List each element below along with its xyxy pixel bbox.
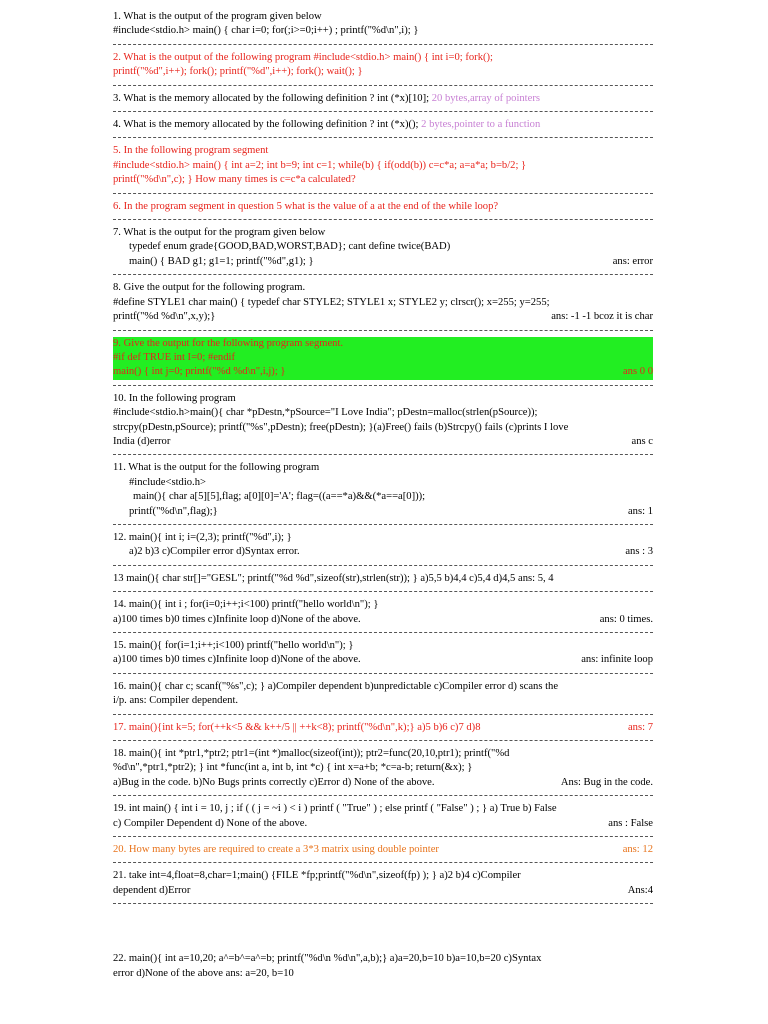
- q21-answer: Ans:4: [627, 884, 653, 896]
- q18-line1: 18. main(){ int *ptr1,*ptr2; ptr1=(int *)malloc(sizeof(int)); ptr2=func(20,10,ptr1); printf("%d: [113, 748, 510, 760]
- q15-answer: ans: infinite loop: [581, 654, 653, 666]
- q7-line2: typedef enum grade{GOOD,BAD,WORST,BAD}; cant define twice(BAD): [129, 241, 451, 253]
- q3-text: 3. What is the memory allocated by the following definition ? int (*x)[10];: [113, 92, 432, 104]
- dashed-separator: [113, 903, 653, 904]
- question-3: [113, 92, 653, 106]
- dashed-separator: [113, 565, 653, 566]
- dashed-separator: [113, 330, 653, 331]
- question-14: [113, 598, 653, 627]
- q9-answer: ans 0 0: [622, 366, 653, 378]
- q15-line2: a)100 times b)0 times c)Infinite loop d)None of the above.: [113, 654, 361, 666]
- q10-line1: 10. In the following program: [113, 392, 236, 404]
- dashed-separator: [113, 795, 653, 796]
- page-gap: [113, 910, 653, 952]
- q21-line2: dependent d)Error: [113, 884, 191, 896]
- dashed-separator: [113, 385, 653, 386]
- q11-line1: 11. What is the output for the following program: [113, 462, 320, 474]
- q20-text: 20. How many bytes are required to create a 3*3 matrix using double pointer: [113, 844, 439, 856]
- question-17: [113, 721, 653, 735]
- q21-line1: 21. take int=4,float=8,char=1;main() {FILE *fp;printf("%d\n",sizeof(fp) ); } a)2 b)4 c)Compiler: [113, 870, 521, 882]
- q22-line2: error d)None of the above ans: a=20, b=10: [113, 967, 294, 979]
- question-20: [113, 843, 653, 857]
- q7-answer: ans: error: [612, 255, 653, 267]
- dashed-separator: [113, 111, 653, 112]
- q2-line1: 2. What is the output of the following program #include<stdio.h> main() { int i=0; fork();: [113, 51, 493, 63]
- q17-text: 17. main(){int k=5; for(++k<5 && k++/5 || ++k<8); printf("%d\n",k);} a)5 b)6 c)7 d)8: [113, 721, 481, 733]
- question-21: [113, 869, 653, 898]
- question-8: [113, 281, 653, 324]
- q6-text: 6. In the program segment in question 5 what is the value of a at the end of the while loop?: [113, 200, 499, 212]
- question-11: [113, 461, 653, 519]
- question-2: [113, 51, 653, 80]
- q1-line1: 1. What is the output of the program given below: [113, 11, 322, 22]
- dashed-separator: [113, 524, 653, 525]
- dashed-separator: [113, 219, 653, 220]
- q11-line2: #include<stdio.h>: [129, 476, 206, 488]
- q16-line2: i/p. ans: Compiler dependent.: [113, 695, 239, 707]
- dashed-separator: [113, 454, 653, 455]
- q4-hint: 2 bytes,pointer to a function: [421, 119, 541, 131]
- question-16: [113, 680, 653, 709]
- q19-answer: ans : False: [608, 817, 653, 829]
- q2-line2: printf("%d",i++); fork(); printf("%d",i++); fork(); wait(); }: [113, 66, 363, 78]
- dashed-separator: [113, 137, 653, 138]
- q12-line1: 12. main(){ int i; i=(2,3); printf("%d",i); }: [113, 531, 292, 543]
- q17-answer: ans: 7: [627, 721, 653, 733]
- q18-line3: a)Bug in the code. b)No Bugs prints correctly c)Error d) None of the above.: [113, 776, 435, 788]
- q7-line1: 7. What is the output for the program given below: [113, 227, 326, 239]
- q12-line2: a)2 b)3 c)Compiler error d)Syntax error.: [129, 546, 300, 558]
- dashed-separator: [113, 44, 653, 45]
- question-10: [113, 392, 653, 450]
- q10-line2: #include<stdio.h>main(){ char *pDestn,*pSource="I Love India"; pDestn=malloc(strlen(pSource));: [113, 407, 538, 419]
- q8-line2: #define STYLE1 char main() { typedef char STYLE2; STYLE1 x; STYLE2 y; clrscr(); x=255; y=255;: [113, 296, 550, 308]
- question-5: [113, 144, 653, 187]
- q8-line1: 8. Give the output for the following program.: [113, 282, 306, 294]
- q10-answer: ans c: [631, 435, 653, 447]
- q20-answer: ans: 12: [622, 844, 653, 856]
- question-19: [113, 802, 653, 831]
- q9-line3: main() { int j=0; printf("%d %d\n",i,j); }: [113, 366, 286, 378]
- q5-line2: #include<stdio.h> main() { int a=2; int b=9; int c=1; while(b) { if(odd(b)) c=c*a; a=a*a; b=b/2; }: [113, 159, 527, 171]
- q19-line2: c) Compiler Dependent d) None of the above.: [113, 817, 308, 829]
- q4-text: 4. What is the memory allocated by the following definition ? int (*x)();: [113, 119, 422, 131]
- q8-line3: printf("%d %d\n",x,y);}: [113, 311, 216, 323]
- q18-answer: Ans: Bug in the code.: [560, 776, 653, 788]
- dashed-separator: [113, 193, 653, 194]
- question-1: [113, 10, 653, 39]
- q9-line1: 9. Give the output for the following program segment.: [113, 337, 344, 349]
- q12-answer: ans : 3: [625, 546, 653, 558]
- question-7: [113, 226, 653, 269]
- q11-line3: main(){ char a[5][5],flag; a[0][0]='A'; flag=((a==*a)&&(*a==a[0]));: [133, 491, 426, 503]
- q19-line1: 19. int main() { int i = 10, j ; if ( ( j = ~i ) < i ) printf ( "True" ) ; else printf ( "False" ) ; } a) True b) False: [113, 803, 557, 815]
- question-18: [113, 747, 653, 790]
- dashed-separator: [113, 673, 653, 674]
- question-4: [113, 118, 653, 132]
- dashed-separator: [113, 274, 653, 275]
- q14-answer: ans: 0 times.: [599, 613, 653, 625]
- dashed-separator: [113, 591, 653, 592]
- dashed-separator: [113, 740, 653, 741]
- dashed-separator: [113, 836, 653, 837]
- question-9-highlighted: [113, 337, 653, 380]
- dashed-separator: [113, 85, 653, 86]
- q22-line1: 22. main(){ int a=10,20; a^=b^=a^=b; printf("%d\n %d\n",a,b);} a)a=20,b=10 b)a=10,b=20 c)Syntax: [113, 953, 542, 965]
- q16-line1: 16. main(){ char c; scanf("%s",c); } a)Compiler dependent b)unpredictable c)Compiler error d) scans the: [113, 680, 559, 692]
- dashed-separator: [113, 714, 653, 715]
- q1-line2: #include<stdio.h> main() { char i=0; for(;i>=0;i++) ; printf("%d\n",i); }: [113, 25, 419, 37]
- q9-line2: #if def TRUE int I=0; #endif: [113, 351, 235, 363]
- dashed-separator: [113, 632, 653, 633]
- q11-line4: printf("%d\n",flag);}: [129, 505, 218, 517]
- q5-line3: printf("%d\n",c); } How many times is c=c*a calculated?: [113, 174, 356, 186]
- q11-answer: ans: 1: [627, 505, 653, 517]
- q10-line4: India (d)error: [113, 435, 171, 447]
- question-15: [113, 639, 653, 668]
- q15-line1: 15. main(){ for(i=1;i++;i<100) printf("hello world\n"); }: [113, 640, 354, 651]
- dashed-separator: [113, 862, 653, 863]
- q14-line1: 14. main(){ int i ; for(i=0;i++;i<100) printf("hello world\n"); }: [113, 599, 379, 611]
- q7-line3: main() { BAD g1; g1=1; printf("%d",g1); }: [129, 255, 314, 267]
- question-12: [113, 531, 653, 560]
- q5-line1: 5. In the following program segment: [113, 145, 269, 157]
- question-22: [113, 952, 653, 981]
- q8-answer: ans: -1 -1 bcoz it is char: [551, 311, 653, 323]
- q14-line2: a)100 times b)0 times c)Infinite loop d)None of the above.: [113, 613, 361, 625]
- q13-text: 13 main(){ char str[]="GESL"; printf("%d %d",sizeof(str),strlen(str)); } a)5,5 b)4,4 c)5,4 d)4,5 ans: 5, 4: [113, 572, 554, 584]
- q10-line3: strcpy(pDestn,pSource); printf("%s",pDestn); free(pDestn); }(a)Free() fails (b)Strcpy() fails (c)prints I love: [113, 421, 569, 433]
- question-document: [113, 10, 653, 981]
- q3-hint: 20 bytes,array of pointers: [431, 92, 540, 104]
- question-6: [113, 200, 653, 214]
- question-13: [113, 572, 653, 586]
- q18-line2: %d\n",*ptr1,*ptr2); } int *func(int a, int b, int *c) { int x=a+b; *c=a-b; return(&x); }: [113, 762, 473, 774]
